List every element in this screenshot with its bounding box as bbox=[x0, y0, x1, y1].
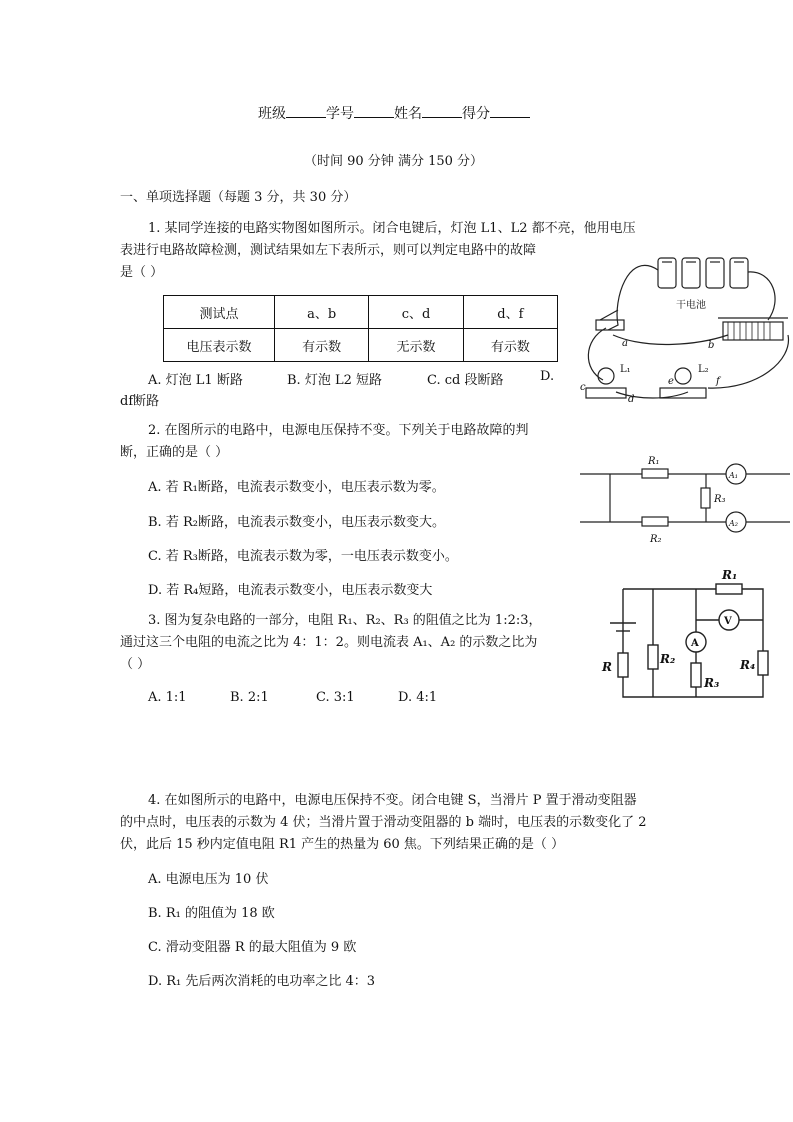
q4-line1: 4. 在如图所示的电路中，电源电压保持不变。闭合电键 S，当滑片 P 置于滑动变阻器 bbox=[148, 793, 637, 808]
q4-option-b[interactable]: B. R₁ 的阻值为 18 欧 bbox=[148, 906, 275, 921]
v-label: V bbox=[724, 616, 732, 627]
q1-option-a[interactable]: A. 灯泡 L1 断路 bbox=[148, 373, 243, 388]
table-row bbox=[164, 296, 558, 329]
table-cell: a、b bbox=[275, 296, 369, 329]
table-cell: c、d bbox=[369, 296, 463, 329]
q4-option-c[interactable]: C. 滑动变阻器 R 的最大阻值为 9 欧 bbox=[148, 940, 357, 955]
section-title: 一、单项选择题（每题 3 分，共 30 分） bbox=[120, 190, 357, 205]
table-cell: 有示数 bbox=[275, 329, 369, 362]
a-label: A bbox=[691, 638, 699, 649]
q3-line2: 通过这三个电阻的电流之比为 4：1：2。则电流表 A₁、A₂ 的示数之比为 bbox=[120, 635, 538, 650]
q1-option-d[interactable]: D. bbox=[540, 369, 555, 384]
r1-label: R₁ bbox=[648, 456, 660, 467]
point-e: e bbox=[668, 376, 674, 387]
r1-label: R₁ bbox=[722, 568, 738, 582]
q2-option-d[interactable]: D. 若 R₄短路，电流表示数变小，电压表示数变大 bbox=[148, 583, 433, 598]
q3-text bbox=[120, 610, 542, 676]
q4-line3: 伏，此后 15 秒内定值电阻 R1 产生的热量为 60 焦。下列结果正确的是（ ） bbox=[120, 837, 565, 852]
q1-line3: 是（ ） bbox=[120, 265, 164, 280]
q3-circuit-figure bbox=[598, 565, 778, 705]
r3-label: R₃ bbox=[704, 676, 720, 690]
time-info: （时间 90 分钟 满分 150 分） bbox=[304, 154, 484, 169]
score-label: 得分 bbox=[462, 106, 490, 122]
point-f: f bbox=[716, 376, 720, 387]
r2-label: R₂ bbox=[660, 652, 676, 666]
resistor-r3 bbox=[691, 663, 701, 687]
resistor-r2 bbox=[642, 517, 668, 526]
header-fields bbox=[258, 103, 530, 123]
q2-circuit-figure bbox=[580, 450, 790, 550]
a2-label: A₂ bbox=[729, 519, 738, 528]
point-a: a bbox=[622, 338, 628, 349]
point-b: b bbox=[708, 340, 715, 351]
q3-line1: 3. 图为复杂电路的一部分，电阻 R₁、R₂、R₃ 的阻值之比为 1:2:3， bbox=[148, 613, 542, 628]
resistor-r bbox=[618, 653, 628, 677]
r2-label: R₂ bbox=[650, 534, 662, 545]
bulb-l2-icon bbox=[675, 368, 691, 384]
l1-label: L₁ bbox=[620, 364, 631, 375]
q1-option-b[interactable]: B. 灯泡 L2 短路 bbox=[287, 373, 382, 388]
l2-label: L₂ bbox=[698, 364, 709, 375]
resistor-r2 bbox=[648, 645, 658, 669]
a1-label: A₁ bbox=[729, 471, 738, 480]
table-row bbox=[164, 329, 558, 362]
table-cell: 电压表示数 bbox=[164, 329, 275, 362]
class-label: 班级 bbox=[258, 106, 286, 122]
name-blank[interactable] bbox=[422, 105, 462, 118]
score-blank[interactable] bbox=[490, 105, 530, 118]
r3-label: R₃ bbox=[714, 494, 726, 505]
q1-table bbox=[163, 295, 558, 362]
q3-option-a[interactable]: A. 1:1 bbox=[148, 690, 187, 705]
q4-line2: 的中点时，电压表的示数为 4 伏；当滑片置于滑动变阻器的 b 端时，电压表的示数变化了 2 bbox=[120, 815, 647, 830]
q2-option-b[interactable]: B. 若 R₂断路，电流表示数变小，电压表示数变大。 bbox=[148, 515, 445, 530]
q2-option-a[interactable]: A. 若 R₁断路，电流表示数变小，电压表示数为零。 bbox=[148, 480, 445, 495]
q1-option-c[interactable]: C. cd 段断路 bbox=[427, 373, 504, 388]
q2-line2: 断，正确的是（ ） bbox=[120, 445, 229, 460]
table-cell: 有示数 bbox=[463, 329, 557, 362]
point-c: c bbox=[580, 382, 586, 393]
q1-line1: 1. 某同学连接的电路实物图如图所示。闭合电键后，灯泡 L1、L2 都不亮，他用电压 bbox=[148, 221, 636, 236]
resistor-r1 bbox=[716, 584, 742, 594]
resistor-r1 bbox=[642, 469, 668, 478]
q3-option-b[interactable]: B. 2:1 bbox=[230, 690, 269, 705]
table-cell: 测试点 bbox=[164, 296, 275, 329]
bulb-l1-icon bbox=[598, 368, 614, 384]
q3-line3: （ ） bbox=[120, 657, 151, 672]
battery-label: 干电池 bbox=[676, 300, 706, 311]
id-blank[interactable] bbox=[354, 105, 394, 118]
q1-text bbox=[120, 218, 636, 284]
id-label: 学号 bbox=[326, 106, 354, 122]
resistor-r4 bbox=[758, 651, 768, 675]
q4-option-a[interactable]: A. 电源电压为 10 伏 bbox=[148, 872, 269, 887]
bulb-base bbox=[660, 388, 706, 398]
rheostat-icon bbox=[723, 322, 783, 340]
table-cell: d、f bbox=[463, 296, 557, 329]
r-label: R bbox=[602, 660, 612, 674]
name-label: 姓名 bbox=[394, 106, 422, 122]
q4-text bbox=[120, 790, 647, 856]
r4-label: R₄ bbox=[740, 658, 756, 672]
q2-option-c[interactable]: C. 若 R₃断路，电流表示数为零，一电压表示数变小。 bbox=[148, 549, 458, 564]
q1-line2: 表进行电路故障检测，测试结果如左下表所示，则可以判定电路中的故障 bbox=[120, 243, 537, 258]
resistor-r3 bbox=[701, 488, 710, 508]
q1-option-d-cont: df断路 bbox=[120, 394, 160, 409]
q3-option-c[interactable]: C. 3:1 bbox=[316, 690, 355, 705]
q2-text bbox=[120, 420, 529, 464]
q1-circuit-figure bbox=[578, 250, 793, 410]
q4-option-d[interactable]: D. R₁ 先后两次消耗的电功率之比 4：3 bbox=[148, 974, 376, 989]
q3-option-d[interactable]: D. 4:1 bbox=[398, 690, 438, 705]
table-cell: 无示数 bbox=[369, 329, 463, 362]
q2-line1: 2. 在图所示的电路中，电源电压保持不变。下列关于电路故障的判 bbox=[148, 423, 529, 438]
point-d: d bbox=[628, 394, 635, 405]
class-blank[interactable] bbox=[286, 105, 326, 118]
